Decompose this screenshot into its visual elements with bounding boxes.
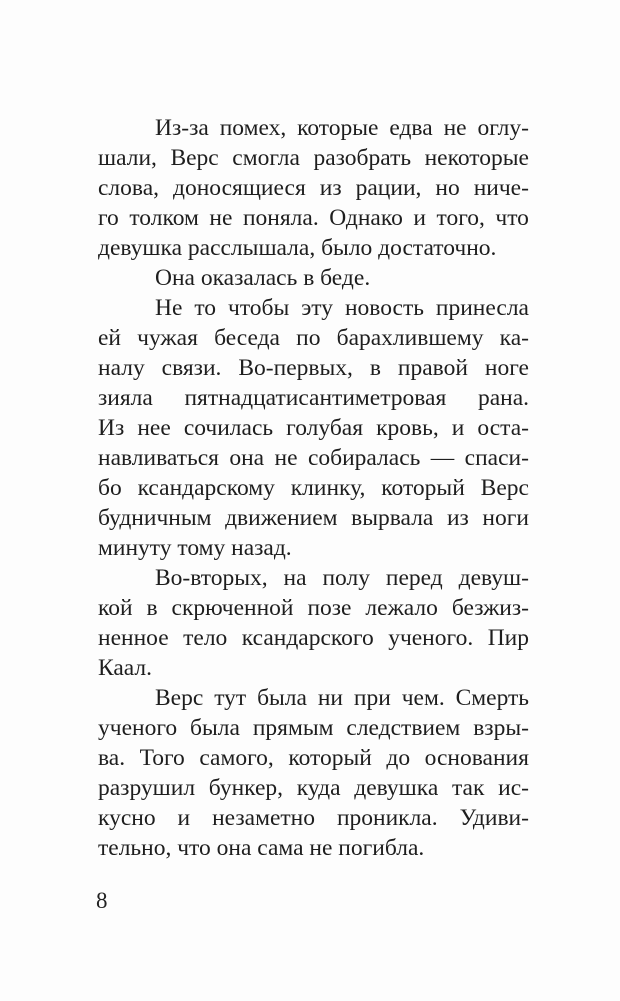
- paragraph: [98, 293, 529, 563]
- text-line: Верс тут была ни при чем. Смерть: [155, 685, 529, 711]
- text-line: Не то чтобы эту новость принесла: [155, 295, 529, 321]
- text-line: ненное тело ксандарского ученого. Пир: [98, 625, 529, 651]
- text-line: зияла пятнадцатисантиметровая рана.: [98, 385, 529, 411]
- text-line: го толком не поняла. Однако и того, что: [98, 205, 529, 231]
- text-line: ученого была прямым следствием взры-: [98, 715, 529, 741]
- text-line: будничным движением вырвала из ноги: [98, 505, 529, 531]
- text-line: разрушил бункер, куда девушка так ис-: [98, 775, 529, 801]
- text-line: шали, Верс смогла разобрать некоторые: [98, 145, 529, 171]
- text-line: Из нее сочилась голубая кровь, и оста-: [98, 415, 529, 441]
- text-line: налу связи. Во-первых, в правой ноге: [98, 355, 529, 381]
- text-line: тельно, что она сама не погибла.: [98, 835, 425, 861]
- text-line: навливаться она не собиралась — спаси-: [98, 445, 529, 471]
- text-line: бо ксандарскому клинку, который Верс: [98, 475, 529, 501]
- paragraph: [98, 263, 529, 293]
- paragraph: [98, 113, 529, 263]
- text-line: Из-за помех, которые едва не оглу-: [155, 115, 529, 141]
- text-line: Каал.: [98, 655, 153, 681]
- text-line: кой в скрюченной позе лежало безжиз-: [98, 595, 529, 621]
- page-text: [98, 113, 529, 863]
- text-line: девушка расслышала, было достаточно.: [98, 235, 497, 261]
- paragraph: [98, 683, 529, 863]
- text-line: Во-вторых, на полу перед девуш-: [155, 565, 529, 591]
- text-line: минуту тому назад.: [98, 535, 292, 561]
- paragraph: [98, 563, 529, 683]
- text-line: кусно и незаметно проникла. Удиви-: [98, 805, 529, 831]
- text-line: Она оказалась в беде.: [155, 265, 371, 291]
- text-line: ей чужая беседа по барахлившему ка-: [98, 325, 529, 351]
- page-number: 8: [96, 888, 108, 913]
- text-line: ва. Того самого, который до основания: [98, 745, 529, 771]
- text-line: слова, доносящиеся из рации, но ниче-: [98, 175, 529, 201]
